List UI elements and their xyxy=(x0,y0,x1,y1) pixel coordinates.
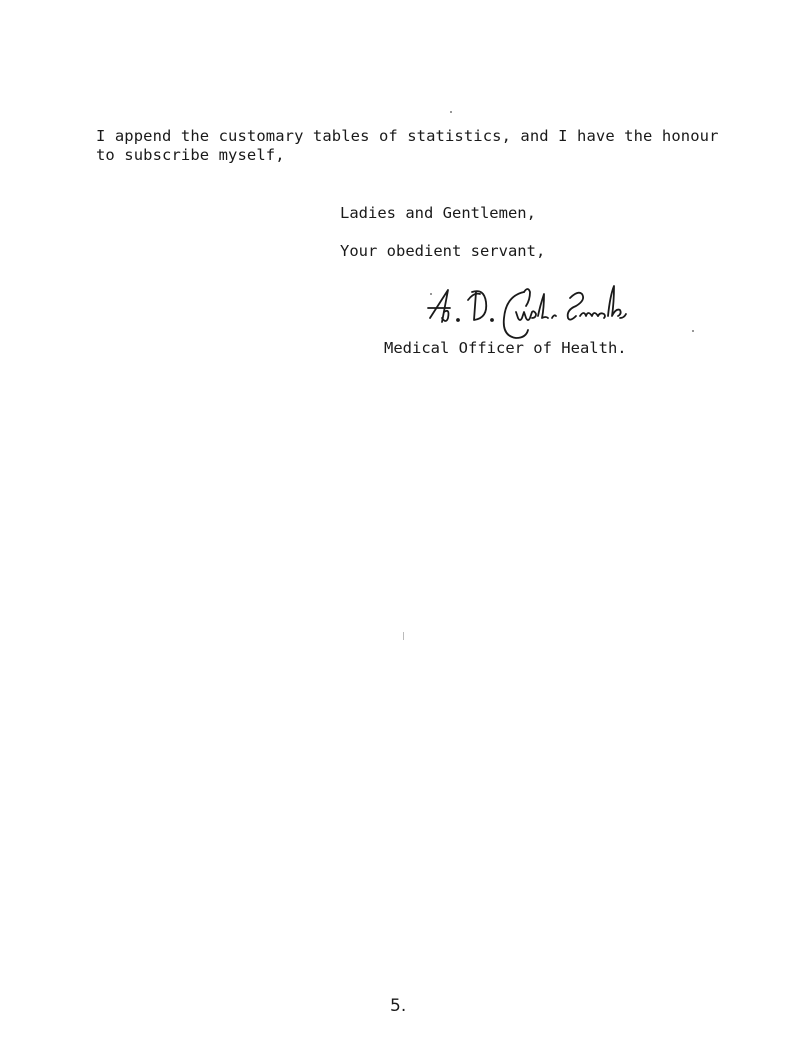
signatory-title: Medical Officer of Health. xyxy=(384,339,627,357)
scan-speck xyxy=(450,111,452,113)
handwritten-signature xyxy=(420,278,690,340)
complimentary-close: Your obedient servant, xyxy=(340,242,546,260)
page-number: 5. xyxy=(390,996,407,1016)
salutation: Ladies and Gentlemen, xyxy=(340,204,536,222)
scan-speck xyxy=(692,330,694,332)
scan-speck xyxy=(403,632,404,640)
scan-speck xyxy=(430,293,432,295)
closing-paragraph: I append the customary tables of statistics, and I have the honour to subscribe myself, xyxy=(96,127,719,164)
